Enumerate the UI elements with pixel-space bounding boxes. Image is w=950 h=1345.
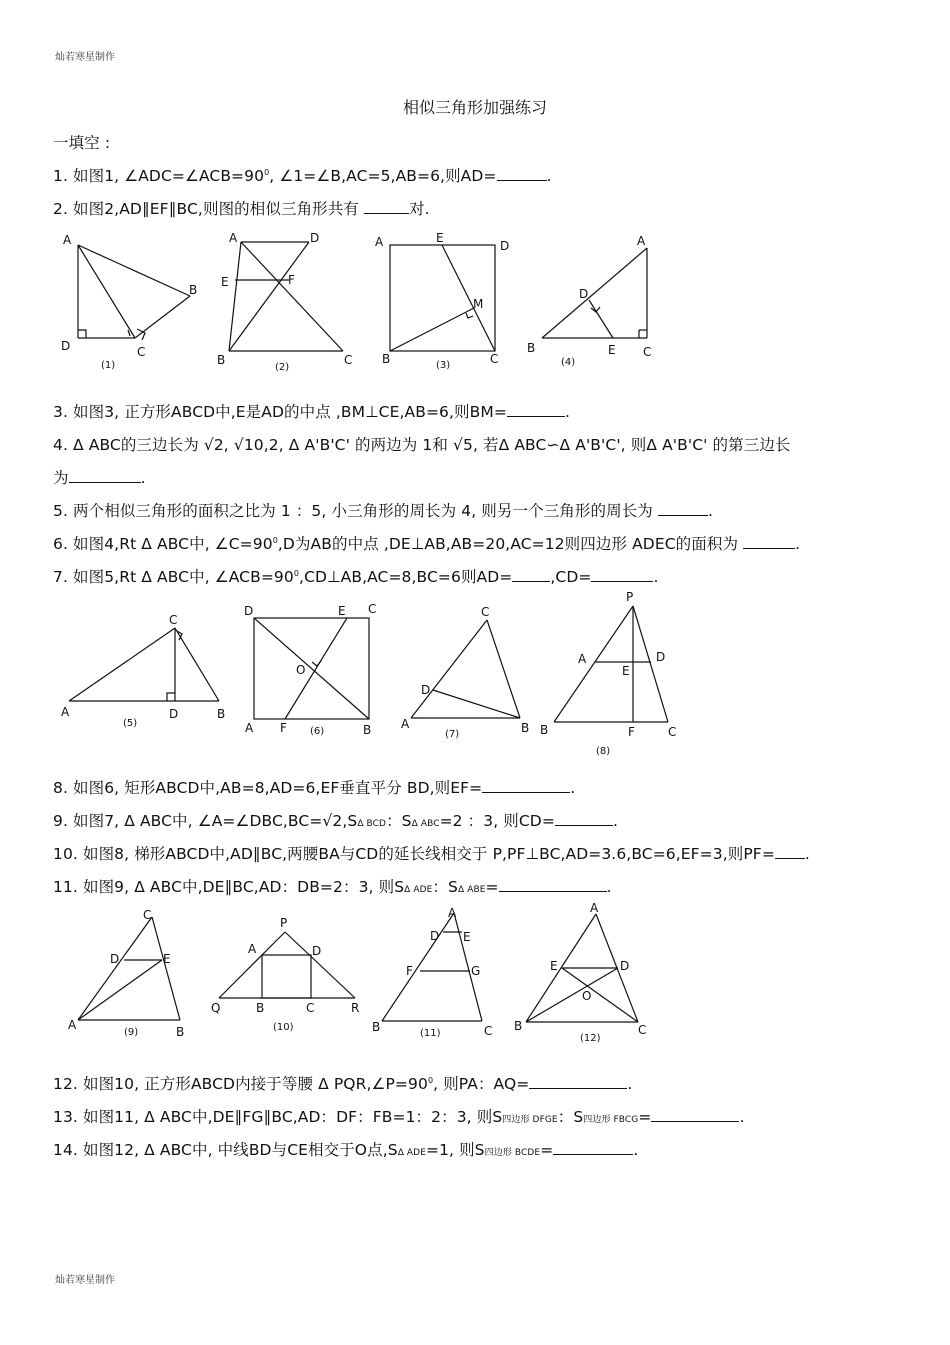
label-c: C [643,345,652,359]
label-d: D [421,683,431,697]
label-d: D [244,604,254,618]
label-f: F [280,721,287,735]
answer-blank-7b[interactable] [591,567,653,582]
label-c: C [490,352,499,366]
section-heading: 一填空 : [53,134,111,152]
question-9: 9. 如图7, Δ ABC中, ∠A=∠DBC,BC=√2,SΔ BCD：SΔ ABC=2 ：3, 则CD= . [53,812,618,830]
label-d: D [310,231,320,245]
label-c: C [481,605,490,619]
answer-blank-3[interactable] [507,402,565,417]
label-c: C [484,1024,493,1038]
figure-10 [205,910,375,1040]
label-d: D [61,339,71,353]
page-title: 相似三角形加强练习 [402,98,547,117]
figure-caption: (9) [124,1027,139,1038]
question-5: 5. 两个相似三角形的面积之比为 1 ：5, 小三角形的周长为 4, 则另一个三角形的周长为 . [53,502,713,520]
label-c: C [306,1001,315,1015]
figure-9 [60,905,210,1045]
figure-caption: (8) [596,746,611,757]
label-o: O [582,989,592,1003]
label-c: C [368,602,377,616]
figure-caption: (1) [101,360,116,371]
question-6: 6. 如图4,Rt Δ ABC中, $\angle C=90^0,D$为AB的中点 ,DE⊥AB,AB=20,AC=12则四边形 ADEC的面积为 . [53,535,801,553]
label-q: Q [211,1001,221,1015]
answer-blank-9[interactable] [555,811,613,826]
question-2: 2. 如图2,AD∥EF∥BC,则图的相似三角形共有 对. [53,200,430,218]
question-4: 4. Δ ABC的三边长为 √2, √10,2, Δ A'B'C' 的两边为 1和 √5, 若Δ ABC∽Δ A'B'C', 则Δ A'B'C' 的第三边长 [53,436,791,454]
figure-caption: (10) [273,1022,294,1033]
label-b: B [217,353,226,367]
label-a: A [68,1018,77,1032]
page-footer: 灿若寒星制作 [55,1275,115,1286]
figure-8 [538,588,688,758]
label-b: B [514,1019,523,1033]
label-e: E [163,952,171,966]
label-b: B [189,283,198,297]
label-b: B [363,723,372,737]
label-p: P [280,916,288,930]
question-3: 3. 如图3, 正方形ABCD中,E是AD的中点 ,BM⊥CE,AB=6,则BM= . [53,403,570,421]
answer-blank-6[interactable] [743,534,795,549]
label-f: F [406,964,413,978]
answer-blank-5[interactable] [658,501,708,516]
answer-blank-11[interactable] [499,877,607,892]
label-c: C [137,345,146,359]
figure-6 [240,600,390,740]
label-c: C [169,613,178,627]
question-4-cont: 为 . [53,469,146,487]
label-e: E [463,930,471,944]
label-o: O [296,663,306,677]
answer-blank-12[interactable] [529,1074,627,1089]
label-a: A [61,705,70,719]
answer-blank-13[interactable] [651,1107,739,1122]
figure-2 [215,228,365,378]
page-header: 灿若寒星制作 [55,52,115,63]
figure-1 [55,228,215,378]
label-b: B [256,1001,265,1015]
label-c: C [143,908,152,922]
label-d: D [656,650,666,664]
label-a: A [448,906,457,920]
label-d: D [500,239,510,253]
question-14: 14. 如图12, Δ ABC中, 中线BD与CE相交于O点,SΔ ADE=1, 则S四边形 BCDE= . [53,1141,639,1159]
answer-blank-4[interactable] [69,468,141,483]
question-12: 12. 如图10, 正方形ABCD内接于等腰 Δ $PQR,\angle P=90^0$, 则PA：AQ= . [53,1075,633,1093]
label-a: A [63,233,72,247]
label-c: C [344,353,353,367]
figure-12 [510,898,670,1048]
answer-blank-8[interactable] [482,778,570,793]
question-13: 13. 如图11, Δ ABC中,DE∥FG∥BC,AD：DF：FB=1：2：3, 则S四边形 DFGE：S四边形 FBCG= . [53,1108,745,1126]
figure-3 [370,228,520,378]
label-a: A [375,235,384,249]
label-e: E [338,604,346,618]
label-a: A [248,942,257,956]
label-e: E [622,664,630,678]
label-b: B [217,707,226,721]
question-7: 7. 如图5,Rt Δ ABC中, $\angle ACB=90^0,CD\perp AB,AC=8,BC=6$则AD= ,CD= . [53,568,659,586]
question-8: 8. 如图6, 矩形ABCD中,AB=8,AD=6,EF垂直平分 BD,则EF= . [53,779,576,797]
label-p: P [626,590,634,604]
label-e: E [221,275,229,289]
figure-caption: (12) [580,1033,601,1044]
label-a: A [578,652,587,666]
label-e: E [436,231,444,245]
answer-blank-10[interactable] [775,844,805,859]
label-f: F [628,725,635,739]
label-d: D [579,287,589,301]
figure-4 [525,228,675,378]
figure-5 [55,600,235,740]
label-g: G [471,964,481,978]
label-a: A [401,717,410,731]
label-b: B [521,721,530,735]
label-a: A [590,901,599,915]
figure-caption: (3) [436,360,451,371]
figure-caption: (6) [310,726,325,737]
label-f: F [288,273,295,287]
question-1: 1. 如图1, $\angle ADC=\angle ACB=90^0$, ∠1=∠B,AC=5,AB=6,则AD= . [53,167,552,185]
label-d: D [110,952,120,966]
label-c: C [638,1023,647,1037]
label-d: D [620,959,630,973]
figure-caption: (5) [123,718,138,729]
label-a: A [637,234,646,248]
figure-11 [368,903,513,1048]
figure-7 [395,600,545,745]
label-a: A [229,231,238,245]
label-b: B [540,723,549,737]
question-10: 10. 如图8, 梯形ABCD中,AD∥BC,两腰BA与CD的延长线相交于 P,PF⊥BC,AD=3.6,BC=6,EF=3,则PF= . [53,845,810,863]
answer-blank-1[interactable] [497,166,547,181]
label-b: B [372,1020,381,1034]
figure-caption: (7) [445,729,460,740]
label-d: D [430,929,440,943]
label-b: B [527,341,536,355]
answer-blank-2[interactable] [364,199,409,214]
label-d: D [312,944,322,958]
label-e: E [608,343,616,357]
answer-blank-7a[interactable] [512,567,550,582]
label-d: D [169,707,179,721]
label-b: B [176,1025,185,1039]
figure-caption: (4) [561,357,576,368]
label-a: A [245,721,254,735]
answer-blank-14[interactable] [553,1140,633,1155]
label-b: B [382,352,391,366]
label-c: C [668,725,677,739]
figure-caption: (11) [420,1028,441,1039]
question-11: 11. 如图9, Δ ABC中,DE∥BC,AD：DB=2：3, 则SΔ ADE：SΔ ABE= . [53,878,612,896]
label-r: R [351,1001,360,1015]
figure-caption: (2) [275,362,290,373]
label-m: M [473,297,484,311]
label-e: E [550,959,558,973]
